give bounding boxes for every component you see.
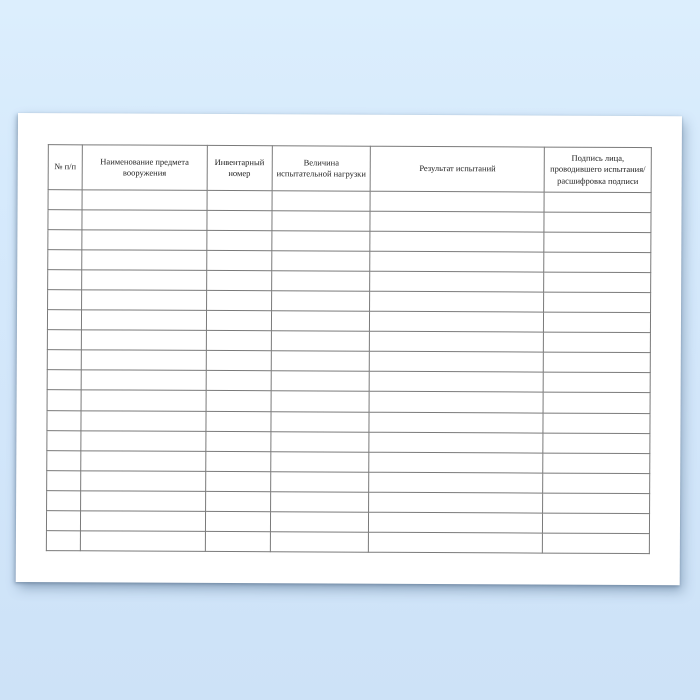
empty-cell (48, 250, 82, 270)
empty-cell (370, 312, 544, 333)
empty-cell (543, 453, 650, 474)
document-page (16, 113, 682, 585)
empty-cell (544, 212, 651, 233)
empty-cell (544, 292, 651, 313)
empty-cell (81, 430, 206, 451)
empty-cell (48, 230, 82, 250)
empty-cell (271, 251, 370, 272)
table-header-row (48, 145, 651, 193)
empty-cell (206, 251, 271, 271)
table-body (46, 190, 651, 554)
header-cell-5: Подпись лица, проводившего испытания/ расшифровка подписи (544, 147, 651, 193)
empty-cell (81, 390, 206, 411)
empty-cell (271, 371, 370, 392)
empty-cell (46, 510, 80, 530)
empty-cell (369, 492, 543, 513)
empty-cell (81, 330, 206, 351)
empty-cell (206, 291, 271, 311)
empty-cell (543, 433, 650, 454)
empty-cell (544, 232, 651, 253)
empty-cell (370, 372, 544, 393)
empty-cell (81, 450, 206, 471)
empty-cell (206, 391, 271, 411)
empty-cell (369, 412, 543, 433)
empty-cell (80, 531, 205, 552)
header-cell-0: № п/п (48, 145, 82, 190)
empty-cell (81, 310, 206, 331)
empty-cell (80, 491, 205, 512)
header-cell-4: Результат испытаний (371, 146, 545, 192)
empty-cell (47, 330, 81, 350)
empty-cell (270, 431, 369, 452)
empty-cell (369, 392, 543, 413)
empty-cell (544, 252, 651, 273)
empty-cell (271, 311, 370, 332)
table-row-18 (46, 530, 649, 553)
empty-cell (271, 291, 370, 312)
empty-cell (82, 270, 207, 291)
record-table (46, 144, 652, 554)
empty-cell (270, 471, 369, 492)
empty-cell (47, 450, 81, 470)
empty-cell (207, 190, 272, 210)
empty-cell (81, 470, 206, 491)
empty-cell (206, 371, 271, 391)
empty-cell (543, 493, 650, 514)
empty-cell (271, 391, 370, 412)
empty-cell (271, 331, 370, 352)
empty-cell (47, 390, 81, 410)
empty-cell (543, 473, 650, 494)
empty-cell (82, 210, 207, 231)
empty-cell (369, 512, 543, 533)
empty-cell (46, 530, 80, 550)
empty-cell (271, 231, 370, 252)
empty-cell (543, 332, 650, 353)
empty-cell (207, 231, 272, 251)
empty-cell (207, 210, 272, 230)
empty-cell (206, 271, 271, 291)
empty-cell (543, 513, 650, 534)
empty-cell (205, 471, 270, 491)
empty-cell (270, 451, 369, 472)
header-cell-3: Величина испытательной нагрузки (272, 146, 371, 191)
empty-cell (206, 331, 271, 351)
empty-cell (544, 312, 651, 333)
empty-cell (47, 370, 81, 390)
empty-cell (370, 291, 544, 312)
empty-cell (48, 290, 82, 310)
empty-cell (370, 271, 544, 292)
empty-cell (369, 532, 543, 553)
empty-cell (369, 452, 543, 473)
empty-cell (81, 410, 206, 431)
empty-cell (81, 350, 206, 371)
empty-cell (271, 351, 370, 372)
empty-cell (270, 511, 369, 532)
empty-cell (271, 271, 370, 292)
empty-cell (48, 190, 82, 210)
empty-cell (47, 490, 81, 510)
empty-cell (272, 191, 371, 212)
empty-cell (82, 250, 207, 271)
empty-cell (270, 491, 369, 512)
empty-cell (48, 270, 82, 290)
empty-cell (81, 290, 206, 311)
empty-cell (47, 430, 81, 450)
empty-cell (205, 491, 270, 511)
empty-cell (543, 393, 650, 414)
empty-cell (206, 451, 271, 471)
empty-cell (48, 210, 82, 230)
empty-cell (369, 472, 543, 493)
empty-cell (370, 251, 544, 272)
empty-cell (47, 350, 81, 370)
empty-cell (82, 190, 207, 211)
empty-cell (47, 470, 81, 490)
empty-cell (370, 352, 544, 373)
empty-cell (80, 511, 205, 532)
empty-cell (205, 531, 270, 552)
empty-cell (543, 372, 650, 393)
empty-cell (544, 192, 651, 213)
empty-cell (81, 370, 206, 391)
empty-cell (206, 311, 271, 331)
empty-cell (47, 310, 81, 330)
empty-cell (370, 211, 544, 232)
empty-cell (543, 413, 650, 434)
empty-cell (370, 191, 544, 212)
empty-cell (206, 431, 271, 451)
empty-cell (47, 410, 81, 430)
empty-cell (205, 511, 270, 531)
header-cell-2: Инвентарный номер (207, 145, 272, 190)
empty-cell (206, 411, 271, 431)
empty-cell (543, 352, 650, 373)
empty-cell (270, 532, 369, 553)
empty-cell (82, 230, 207, 251)
empty-cell (369, 432, 543, 453)
header-cell-1: Наименование предмета вооружения (82, 145, 207, 191)
empty-cell (370, 332, 544, 353)
empty-cell (370, 231, 544, 252)
empty-cell (206, 351, 271, 371)
empty-cell (271, 411, 370, 432)
empty-cell (272, 211, 371, 232)
empty-cell (544, 272, 651, 293)
empty-cell (542, 533, 649, 554)
